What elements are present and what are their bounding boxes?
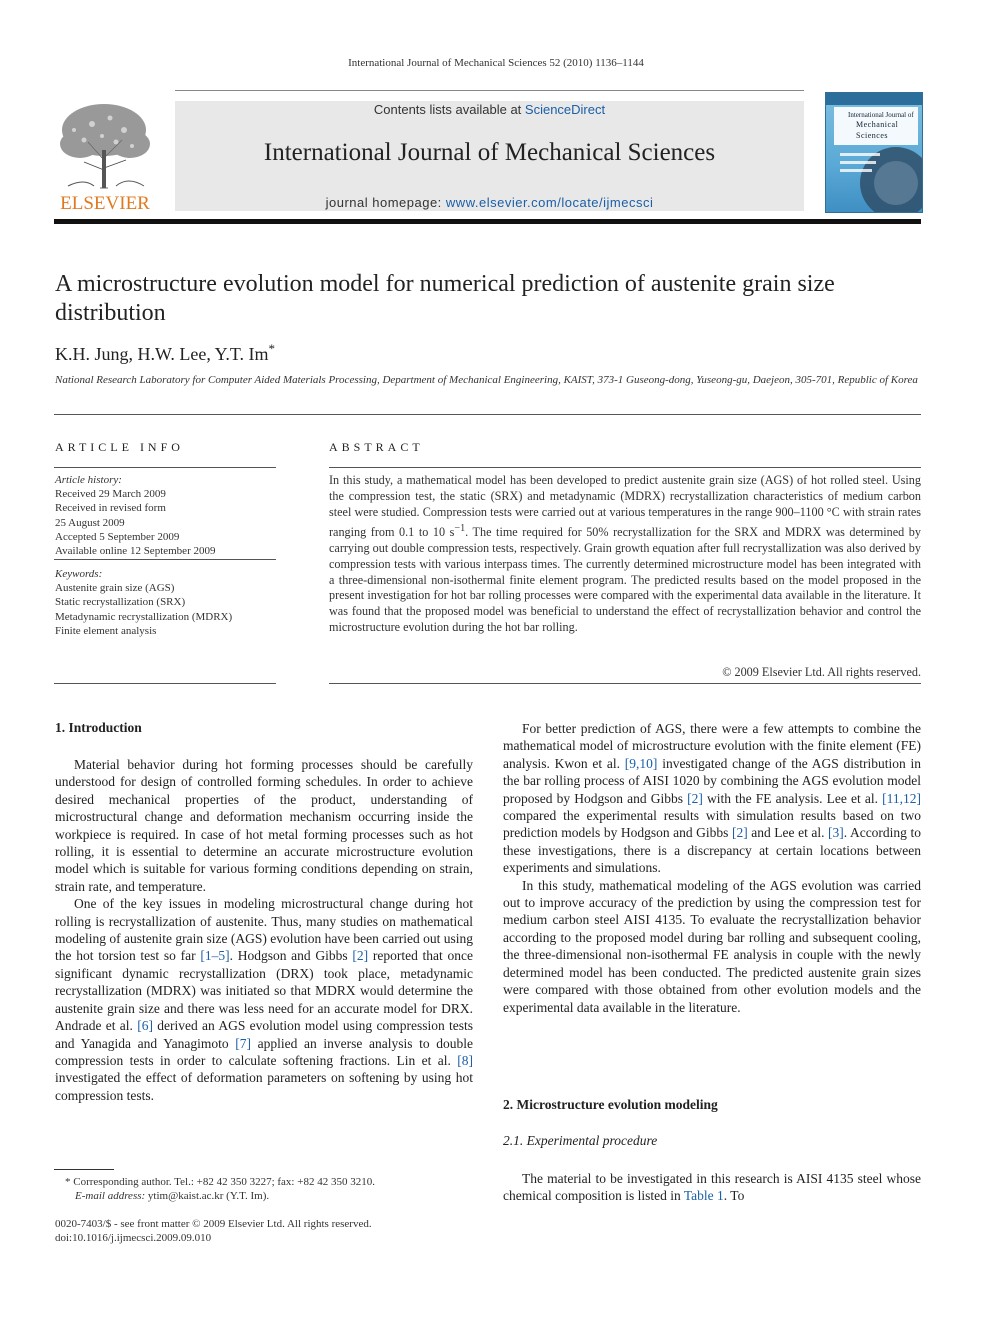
- homepage-prefix: journal homepage:: [325, 195, 446, 210]
- abstract-heading: ABSTRACT: [329, 440, 424, 454]
- copyright-line: © 2009 Elsevier Ltd. All rights reserved.: [722, 665, 921, 679]
- title-block-rule: [54, 414, 921, 415]
- citation-link[interactable]: [6]: [137, 1018, 153, 1034]
- citation-link[interactable]: [2]: [352, 948, 369, 964]
- authors: [55, 341, 275, 365]
- history-item: 25 August 2009: [55, 516, 125, 529]
- citation-link[interactable]: [2]: [731, 825, 748, 841]
- keyword-item: Metadynamic recrystallization (MDRX): [55, 610, 233, 623]
- article-title: A microstructure evolution model for numerical prediction of austenite grain size distribution: [55, 271, 835, 326]
- citation-link[interactable]: [7]: [235, 1035, 252, 1051]
- history-rule: [54, 559, 276, 560]
- citation-link[interactable]: [11,12]: [882, 790, 921, 806]
- elsevier-wordmark: ELSEVIER: [60, 193, 150, 212]
- masthead-top-rule: [175, 90, 804, 91]
- citation-link[interactable]: [9,10]: [624, 755, 658, 771]
- introduction-heading: 1. Introduction: [55, 720, 142, 735]
- table-link[interactable]: Table 1: [683, 1188, 724, 1204]
- article-info-top-rule: [54, 467, 276, 468]
- keyword-item: Static recrystallization (SRX): [55, 596, 186, 609]
- email-address[interactable]: ytim@kaist.ac.kr (Y.T. Im).: [145, 1190, 270, 1202]
- citation-link[interactable]: [3]: [828, 825, 844, 841]
- citation-link[interactable]: [1–5]: [200, 948, 230, 964]
- elsevier-tree-icon: [54, 100, 156, 212]
- history-item: Available online 12 September 2009: [55, 545, 216, 558]
- keywords-label: Keywords:: [55, 568, 103, 580]
- abstract-part1: In this study, a mathematical model has been developed to predict austenite grain size (AGS) of hot rolled steel. Using the compression test, the static (SRX) and metadynamic (MDRX) recrystallization characteristics of medium carbon steel were studied. Compression tests were carried out at various temperatures in the range 900–1100 °C with strain rates ranging from 0.1 to 10 s: [329, 473, 921, 539]
- abstract-text: [329, 473, 921, 636]
- homepage-link[interactable]: www.elsevier.com/locate/ijmecsci: [445, 195, 654, 210]
- abstract-bottom-rule: [329, 683, 921, 684]
- cover-title-line3: Sciences: [856, 131, 888, 140]
- homepage-line: [175, 195, 804, 210]
- journal-name: International Journal of Mechanical Sciences: [263, 139, 716, 166]
- keyword-item: Austenite grain size (AGS): [55, 582, 175, 595]
- elsevier-logo[interactable]: [54, 100, 156, 212]
- author-list: K.H. Jung, H.W. Lee, Y.T. Im: [55, 344, 269, 364]
- paragraph: One of the key issues in modeling microstructural change during hot rolling is recrystallization of austenite. Thus, many studies on mathematical modeling of austenite grain size (AGS) evolution have been carried out using the hot torsion test so far [1–5]. Hodgson and Gibbs [2] reported that once significant dynamic recrystallization (DRX) took place, metadynamic recrystallization (MDRX) was initiated so that MDRX would determine the austenite grain size and there was less need for an accurate model for DRX. Andrade et al. [6] derived an AGS evolution model using compression tests and Yanagida and Yanagimoto [7] applied an inverse analysis to double compression tests in order to calculate softening fractions. Lin et al. [8] investigated the effect of deformation parameters on softening by using hot compression tests.: [55, 896, 474, 1103]
- section2-heading: 2. Microstructure evolution modeling: [503, 1097, 718, 1112]
- citation-link[interactable]: [2]: [687, 790, 703, 806]
- article-history: [55, 473, 277, 558]
- paragraph: In this study, mathematical modeling of the AGS evolution was carried out to improve accuracy of the prediction by using the compression test for medium carbon steel AISI 4135. To evaluate the recrystallization behavior according to the proposed model during bar rolling and subsequent cooling, the three-dimensional non-isothermal FE analysis in couple with the newly determined model has been conducted. The predicted austenite grain sizes were compared with those obtained from other evolution models and the experimental data available in the literature.: [503, 877, 921, 1015]
- history-label: Article history:: [55, 474, 122, 486]
- introduction-body: [55, 756, 473, 1104]
- cover-title-line2: Mechanical: [856, 120, 899, 129]
- contents-line: [175, 102, 804, 117]
- article-info-bottom-rule: [54, 683, 276, 684]
- history-item: Received 29 March 2009: [55, 488, 166, 501]
- section2-1-body: [503, 1170, 921, 1205]
- email-footnote: [75, 1189, 269, 1203]
- cover-title-line1: International Journal of: [848, 111, 914, 119]
- contents-prefix: Contents lists available at: [373, 102, 525, 117]
- article-info-heading: ARTICLE INFO: [55, 440, 184, 454]
- sciencedirect-link[interactable]: ScienceDirect: [524, 102, 606, 117]
- paragraph: For better prediction of AGS, there were a few attempts to combine the mathematical model of microstructure evolution with the finite element (FE) analysis. Kwon et al. [9,10] investigated change of the AGS distribution in the bar rolling process of AISI 1020 by combining the AGS evolution model proposed by Hodgson and Gibbs [2] with the FE analysis. Lee et al. [11,12] compared the experimental results with simulation results based on two prediction models by Hodgson and Gibbs [2] and Lee et al. [3]. According to these investigations, there is a discrepancy at certain locations between experiments and simulations.: [503, 721, 921, 876]
- paragraph: The material to be investigated in this research is AISI 4135 steel whose chemical composition is listed in Table 1. To: [503, 1171, 921, 1204]
- right-column-body: [503, 720, 921, 1016]
- journal-cover[interactable]: [825, 92, 923, 213]
- paragraph: Material behavior during hot forming processes should be carefully understood for design of controlled forming schedules. In order to achieve desired mechanical properties of the product, understanding of microstructural change and deformation mechanism occurring inside the workpiece is required. In case of hot metal forming processes such as hot rolling, it is essential to determine an accurate microstructure evolution model which is suitable for various forming conditions depending on strain, strain rate, and temperature.: [55, 757, 473, 894]
- corresponding-footnote: * Corresponding author. Tel.: +82 42 350 3227; fax: +82 42 350 3210.: [65, 1176, 375, 1188]
- affiliation: National Research Laboratory for Computer Aided Materials Processing, Department of Mechanical Engineering, KAIST, 373-1 Guseong-dong, Yuseong-gu, Daejeon, 305-701, Republic of Korea: [55, 374, 918, 386]
- history-item: Accepted 5 September 2009: [55, 530, 180, 543]
- footnote-rule: [54, 1169, 114, 1170]
- abstract-part2: . The time required for 50% recrystallization for the SRX and MDRX was determined by carrying out double compression tests, respectively. Grain growth equation after full recrystallization was also derived by compression tests with various interpass times. The currently determined microstructure model has been integrated with a three-dimensional non-isothermal finite element program. The predicted results based on the model proposed in the present investigation for hot bar rolling processes were compared with the experimental data available in the literature. It was found that the proposed model was beneficial to understand the effect of recrystallization behavior and control the microstructure evolution during the hot bar rolling.: [329, 524, 921, 635]
- citation-link[interactable]: [8]: [457, 1052, 473, 1068]
- abstract-superscript: −1: [454, 522, 466, 534]
- masthead-rule: [54, 219, 921, 224]
- history-item: Received in revised form: [55, 502, 166, 515]
- keywords: [55, 567, 277, 638]
- running-head: International Journal of Mechanical Sciences 52 (2010) 1136–1144: [348, 57, 644, 69]
- abstract-top-rule: [329, 467, 921, 468]
- front-matter-line: 0020-7403/$ - see front matter © 2009 Elsevier Ltd. All rights reserved.: [55, 1218, 372, 1230]
- corresponding-mark[interactable]: *: [268, 341, 275, 356]
- keyword-item: Finite element analysis: [55, 624, 157, 637]
- doi-line[interactable]: doi:10.1016/j.ijmecsci.2009.09.010: [55, 1232, 212, 1244]
- section2-1-heading: 2.1. Experimental procedure: [503, 1133, 658, 1148]
- email-label: E-mail address:: [75, 1190, 146, 1202]
